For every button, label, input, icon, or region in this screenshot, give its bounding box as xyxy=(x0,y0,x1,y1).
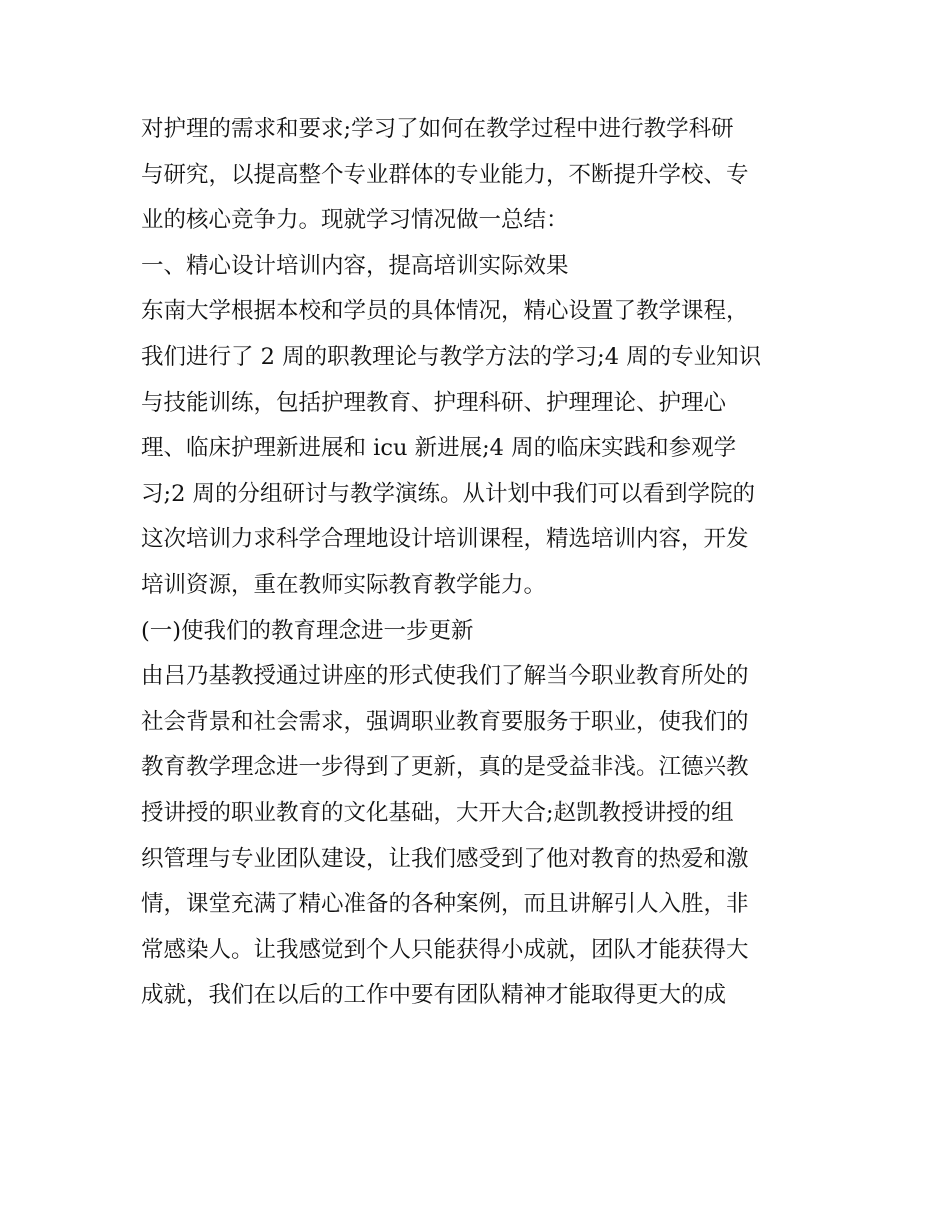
subsection-heading: (一)使我们的教育理念进一步更新 xyxy=(141,617,474,644)
text-line: 与研究，以提高整个专业群体的专业能力，不断提升学校、专 xyxy=(141,161,749,188)
text-line: 这次培训力求科学合理地设计培训课程，精选培训内容，开发 xyxy=(141,526,749,553)
text-line: 与技能训练，包括护理教育、护理科研、护理理论、护理心 xyxy=(141,389,727,416)
text-line: 常感染人。让我感觉到个人只能获得小成就，团队才能获得大 xyxy=(141,936,749,963)
text-line: 业的核心竞争力。现就学习情况做一总结： xyxy=(141,207,569,234)
text-line: 教育教学理念进一步得到了更新，真的是受益非浅。江德兴教 xyxy=(141,754,749,781)
text-line: 织管理与专业团队建设，让我们感受到了他对教育的热爱和激 xyxy=(141,845,749,872)
text-line: 培训资源，重在教师实际教育教学能力。 xyxy=(141,571,547,598)
text-line: 我们进行了 2 周的职教理论与教学方法的学习;4 周的专业知识 xyxy=(141,343,762,370)
text-line: 授讲授的职业教育的文化基础，大开大合;赵凯教授讲授的组 xyxy=(141,799,734,826)
text-line: 情，课堂充满了精心准备的各种案例，而且讲解引人入胜，非 xyxy=(141,891,749,918)
text-line: 习;2 周的分组研讨与教学演练。从计划中我们可以看到学院的 xyxy=(141,480,756,507)
text-line: 东南大学根据本校和学员的具体情况，精心设置了教学课程， xyxy=(141,298,749,325)
body-text xyxy=(141,107,821,1019)
text-line: 由吕乃基教授通过讲座的形式使我们了解当今职业教育所处的 xyxy=(141,663,749,690)
text-line: 成就，我们在以后的工作中要有团队精神才能取得更大的成 xyxy=(141,982,727,1009)
text-line: 对护理的需求和要求;学习了如何在教学过程中进行教学科研 xyxy=(141,116,734,142)
text-line: 理、临床护理新进展和 icu 新进展;4 周的临床实践和参观学 xyxy=(141,435,737,462)
text-line: 社会背景和社会需求，强调职业教育要服务于职业，使我们的 xyxy=(141,708,749,735)
section-heading: 一、精心设计培训内容，提高培训实际效果 xyxy=(141,252,569,279)
